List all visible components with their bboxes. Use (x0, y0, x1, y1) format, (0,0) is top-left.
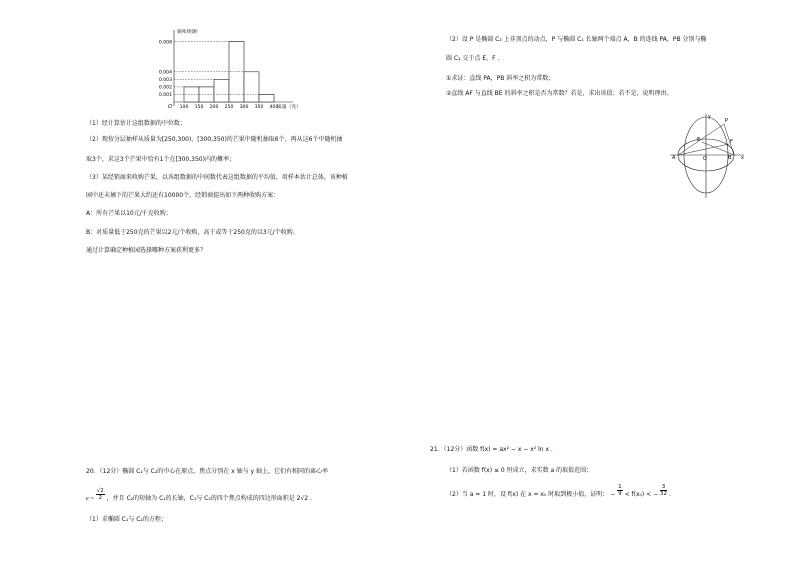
x-tick-label: 250 (224, 105, 234, 110)
y-axis-label: 频率/组距 (177, 30, 198, 35)
problem-20-part2-line1: （2）设 P 是椭圆 C₂ 上非顶点的动点，P 与椭圆 C₁ 长轴两个端点 A，B 的连线 PA，PB 分别与椭 (446, 36, 707, 43)
label-a: A (672, 155, 676, 161)
x-tick-label: 200 (209, 105, 219, 110)
fraction-denominator: 32 (660, 491, 668, 497)
histogram-bar (244, 72, 259, 102)
problem-21-part1: （1）若函数 f(x) ≤ 0 恒成立，求实数 a 的取值范围； (446, 467, 593, 474)
x-tick-label: 150 (194, 105, 204, 110)
plan-b: B：对质量低于250克的芒果以2元/个收购，高于或等于250克的以3元/个收购。 (86, 229, 299, 236)
frequency-histogram (150, 28, 330, 116)
x-tick-label: 100 (179, 105, 189, 110)
x-tick-label: 400 (269, 105, 279, 110)
problem-21-part2 (446, 484, 671, 502)
x-axis-label: 质量（克） (277, 105, 301, 110)
ellipse-figure (668, 110, 748, 200)
problem-20-line1: 20．（12分）椭圆 C₁与 C₂的中心在原点，焦点分别在 x 轴与 y 轴上，它们有相同的离心率 (86, 468, 329, 475)
label-b: B (728, 155, 732, 161)
histogram-plot (159, 28, 301, 110)
problem-20-line2: ，并且 C₂的短轴为 C₁的长轴，C₁与 C₂的四个焦点构成的四边形面积是 2√2 . (106, 495, 312, 502)
y-tick-label: 0.002 (158, 85, 172, 91)
x-tick-label: 350 (254, 105, 264, 110)
line-pa (678, 124, 724, 155)
label-o: O (703, 156, 707, 162)
plan-a: A：所有芒果以10元/千克收购； (86, 210, 172, 217)
x-tick-label: 300 (239, 105, 249, 110)
question-19-part1: （1）经计算估计这组数据的中位数； (86, 120, 186, 127)
fraction-denominator: 2 (98, 495, 102, 501)
histogram-bar (214, 79, 229, 102)
eccentricity-fraction (96, 488, 105, 501)
histogram-bar (259, 94, 274, 102)
label-f: F (730, 139, 733, 145)
label-x: x (741, 155, 744, 161)
problem-20-part2-line2: 圆 C₁ 交于点 E，F . (446, 55, 500, 62)
problem-21-end: . (668, 491, 671, 498)
label-y: y (708, 114, 711, 120)
problem-21-part2-text: （2）当 a = 1 时，设 f(x) 在 x = x₀ 时取到极小值，证明： (446, 491, 609, 498)
label-p: P (725, 118, 729, 124)
fraction-three-32 (660, 484, 667, 497)
question-19-part2-line2: 取3个，求这3个芒果中恰有1个在[300,350)内的概率； (86, 156, 235, 163)
fraction-numerator: √2 (96, 488, 104, 494)
y-tick-label: 0.003 (158, 78, 172, 84)
fraction-denominator: 9 (618, 491, 622, 497)
inequality-middle: < f(x₀) < − (624, 491, 661, 498)
problem-20-part1: （1）求椭圆 C₁与 C₂的方程； (86, 516, 167, 523)
problem-20-eccentricity (86, 488, 312, 508)
line-af (678, 144, 729, 155)
y-tick-label: 0.001 (158, 93, 172, 99)
question-19-part3-line1: （3）某经销商来收购芒果，以各组数据的中间数代表这组数据的平均值，用样本估计总体，该种植 (86, 174, 348, 181)
problem-21-stem: 21．（12分）函数 f(x) = ax² − x − x² ln x . (430, 446, 553, 453)
y-tick-label: 0.008 (158, 40, 172, 46)
fraction-numerator: 1 (618, 484, 622, 490)
eccentricity-label: e = (86, 496, 96, 502)
question-19-part2-line1: （2）现按分层抽样从质量为[250,300)，[300,350)的芒果中随机抽取6个，再从这6个中随机抽 (86, 136, 343, 143)
minus-sign: − (610, 491, 618, 498)
y-tick-label: 0.004 (158, 70, 172, 76)
question-19-part3-line2: 园中还未摘下的芒果大约还有10000个，经销商提出如下两种收购方案： (86, 192, 280, 199)
fraction-numerator: 3 (661, 484, 666, 490)
question-19-conclusion: 通过计算确定种植园选择哪种方案获利更多？ (86, 247, 207, 254)
label-e: E (697, 137, 701, 143)
fraction-one-ninth (617, 484, 623, 497)
problem-20-part2-sub1: ①求证：直线 PA，PB 斜率之积为常数； (446, 75, 555, 82)
origin-label: O (168, 104, 172, 110)
problem-20-part2-sub2: ②直线 AF 与直线 BE 的斜率之积是否为常数？若是，求出该值；若不是，说明理由。 (446, 90, 673, 97)
